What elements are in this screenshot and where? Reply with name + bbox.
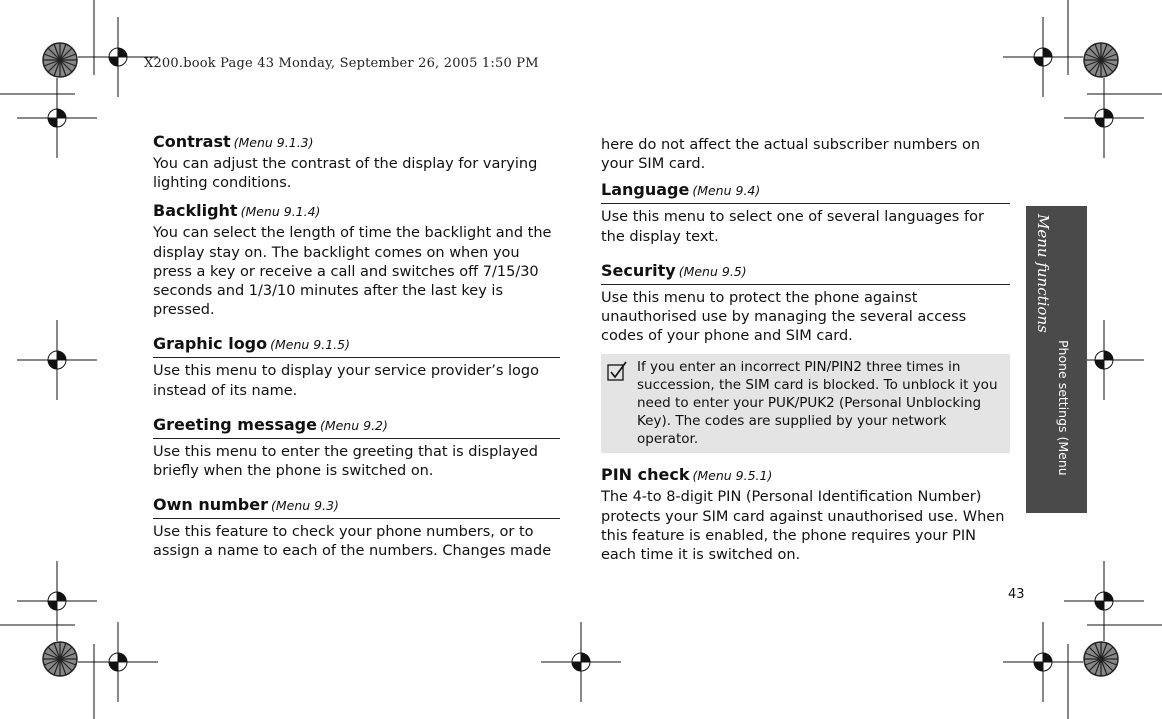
language-body: Use this menu to select one of several languages for the display text. <box>601 209 984 245</box>
greeting-section <box>153 415 560 481</box>
registration-cross-icon <box>1064 78 1144 158</box>
registration-cross-icon <box>1064 561 1144 641</box>
graphic-logo-heading: Graphic logo (Menu 9.1.5) <box>153 334 560 358</box>
own-number-heading: Own number (Menu 9.3) <box>153 495 560 519</box>
registration-cross-icon <box>17 561 97 641</box>
side-tab-chapter: Menu functions <box>1034 214 1052 333</box>
pin-check-section <box>601 465 1010 565</box>
checkbox-note-icon <box>607 360 629 382</box>
note-text: If you enter an incorrect PIN/PIN2 three times in succession, the SIM card is blocked. To unblock it you need to enter your PUK/PUK2 (Personal Unblocking Key). The codes are supplied by your network operator. <box>637 359 998 447</box>
security-heading: Security (Menu 9.5) <box>601 261 1010 285</box>
graphic-logo-body: Use this menu to display your service provider’s logo instead of its name. <box>153 363 539 399</box>
registration-cross-icon <box>1003 622 1083 702</box>
language-section <box>601 180 1010 246</box>
language-heading: Language (Menu 9.4) <box>601 180 1010 204</box>
backlight-section <box>153 201 560 320</box>
backlight-body: You can select the length of time the backlight and the display stay on. The backlight comes on when you press a key or receive a call and switches off 7/15/30 seconds and 1/3/10 minutes after the last key is pressed. <box>153 225 552 319</box>
own-number-section <box>153 495 560 561</box>
page-number: 43 <box>1008 587 1025 602</box>
page-header: X200.book Page 43 Monday, September 26, 2005 1:50 PM <box>144 56 539 71</box>
registration-cross-icon <box>541 622 621 702</box>
security-body: Use this menu to protect the phone against unauthorised use by managing the several access codes of your phone and SIM card. <box>601 289 967 345</box>
registration-cross-icon <box>1003 17 1083 97</box>
registration-cross-icon <box>17 78 97 158</box>
greeting-heading: Greeting message (Menu 9.2) <box>153 415 560 439</box>
registration-star-icon <box>1084 642 1118 676</box>
security-section <box>601 261 1010 347</box>
contrast-section <box>153 132 560 193</box>
own-number-continuation: here do not affect the actual subscriber numbers on your SIM card. <box>601 137 981 173</box>
side-tab-section: Phone settings (Menu <box>1056 340 1071 476</box>
registration-star-icon <box>43 43 77 77</box>
registration-cross-icon <box>78 622 158 702</box>
note-box <box>601 354 1010 453</box>
graphic-logo-section <box>153 334 560 400</box>
own-number-body: Use this feature to check your phone numbers, or to assign a name to each of the numbers. Changes made <box>153 524 552 560</box>
contrast-body: You can adjust the contrast of the display for varying lighting conditions. <box>153 156 538 192</box>
registration-star-icon <box>1084 43 1118 77</box>
greeting-body: Use this menu to enter the greeting that is displayed briefly when the phone is switched on. <box>153 443 538 480</box>
backlight-heading: Backlight (Menu 9.1.4) <box>153 201 321 221</box>
right-column <box>601 136 1010 573</box>
left-column <box>153 132 560 570</box>
pin-check-heading: PIN check (Menu 9.5.1) <box>601 465 773 485</box>
chapter-side-tab <box>1026 206 1087 513</box>
registration-cross-icon <box>17 320 97 400</box>
pin-check-body: The 4-to 8-digit PIN (Personal Identification Number) protects your SIM card against unauthorised use. When this feature is enabled, the phone requires your PIN each time it is switched on. <box>601 489 1005 564</box>
contrast-heading: Contrast (Menu 9.1.3) <box>153 132 314 151</box>
registration-star-icon <box>43 642 77 676</box>
